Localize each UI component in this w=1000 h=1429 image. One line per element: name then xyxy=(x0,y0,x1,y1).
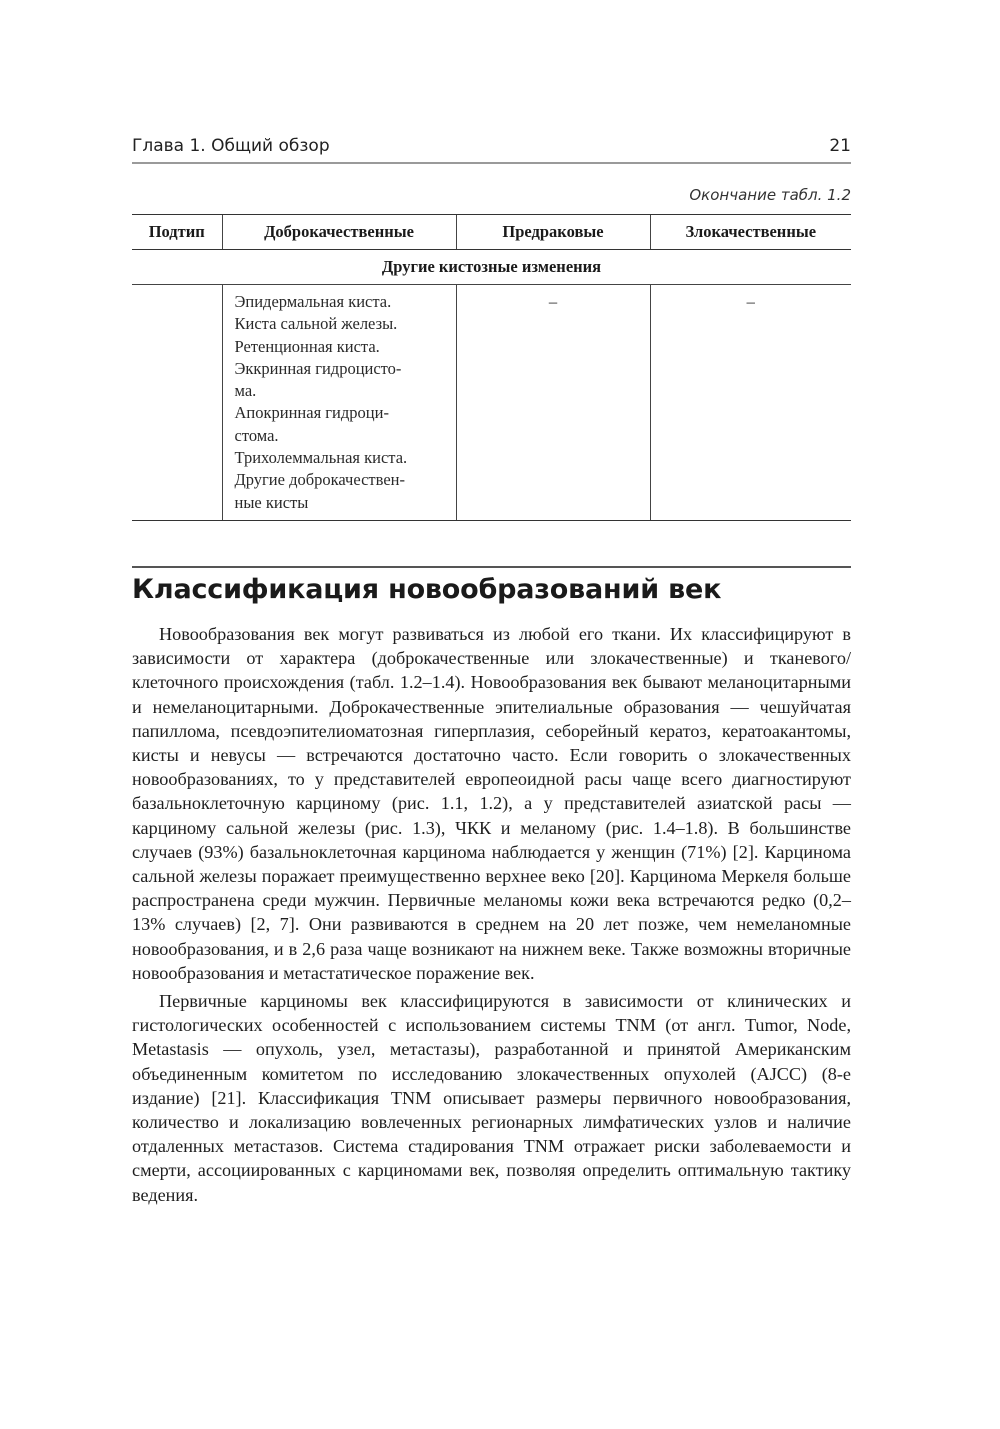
benign-line: Апокринная гидроци- xyxy=(234,403,389,423)
benign-line: Эккринная гидроцисто- xyxy=(234,358,402,378)
page-number: 21 xyxy=(829,136,851,156)
table-header-row xyxy=(132,215,851,250)
section-divider xyxy=(132,566,851,568)
section-title: Классификация новообразований век xyxy=(132,574,722,605)
table-row xyxy=(132,285,851,521)
benign-line: Трихолеммальная киста. xyxy=(234,448,408,468)
section-body xyxy=(132,622,851,1211)
benign-line: Ретенционная киста. xyxy=(234,336,380,356)
column-header-subtype: Подтип xyxy=(132,215,222,250)
column-header-benign: Доброкачественные xyxy=(222,215,456,250)
column-header-malignant: Злокачественные xyxy=(650,215,851,250)
paragraph: Первичные карциномы век классифицируются в зависимости от клинических и гистологических особенностей с использованием системы TNM (от англ. Tumor, Node, Metastasis — опухоль, узел, метастазы), разработанной и принятой Американским объединенным комитетом по исследованию злокачественных опухолей (AJCC) (8-е издание) [21]. Классификация TNM описывает размеры первичного новообразования, количество и локализацию вовлеченных регионарных лимфатических узлов и наличие отдаленных метастазов. Система стадирования TNM отражает риски заболеваемости и смерти, ассоциированных с карциномами век, позволяя определить оптимальную тактику ведения. xyxy=(132,991,851,1205)
running-header xyxy=(132,134,851,164)
cell-precancerous: – xyxy=(456,285,650,521)
benign-line: Другие доброкачествен- xyxy=(234,470,405,490)
benign-line: стома. xyxy=(234,425,279,445)
classification-table xyxy=(132,214,851,521)
cell-malignant: – xyxy=(650,285,851,521)
paragraph: Новообразования век могут развиваться из любой его ткани. Их классифицируют в зависимости от характера (доброкачественные или злокачественные) и тканевого/клеточного происхождения (табл. 1.2–1.4). Новообразования век бывают меланоцитарными и немеланоцитарными. Доброкачественные эпителиальные образования — чешуйчатая папиллома, псевдоэпителиоматозная гиперплазия, себорейный кератоз, кератоакантомы, кисты и невусы — встречаются достаточно часто. Если говорить о злокачественных новообразованиях, то у представителей европеоидной расы чаще всего диагностируют базальноклеточную карциному (рис. 1.1, 1.2), а у представителей азиатской расы — карциному сальной железы (рис. 1.3), ЧКК и меланому (рис. 1.4–1.8). В большинстве случаев (93%) базальноклеточная карцинома наблюдается у женщин (71%) [2]. Карцинома сальной железы поражает преимущественно верхнее веко [20]. Карцинома Меркеля больше распространена среди мужчин. Первичные меланомы кожи века встречаются редко (0,2–13% случаев) [2, 7]. Они развиваются в среднем на 20 лет позже, чем немеланомные новообразования, и в 2,6 раза чаще возникают на нижнем веке. Также возможны вторичные новообразования и метастатическое поражение век. xyxy=(132,624,851,983)
cell-subtype xyxy=(132,285,222,521)
table-caption: Окончание табл. 1.2 xyxy=(689,186,851,204)
table-group-row xyxy=(132,250,851,285)
benign-line: ные кисты xyxy=(234,492,309,512)
chapter-title: Глава 1. Общий обзор xyxy=(132,136,330,156)
benign-line: Киста сальной железы. xyxy=(234,314,398,334)
benign-line: Эпидермальная киста. xyxy=(234,292,392,311)
group-heading: Другие кистозные изменения xyxy=(132,250,851,285)
cell-benign xyxy=(222,285,456,521)
column-header-precancerous: Предраковые xyxy=(456,215,650,250)
benign-line: ма. xyxy=(234,381,257,401)
